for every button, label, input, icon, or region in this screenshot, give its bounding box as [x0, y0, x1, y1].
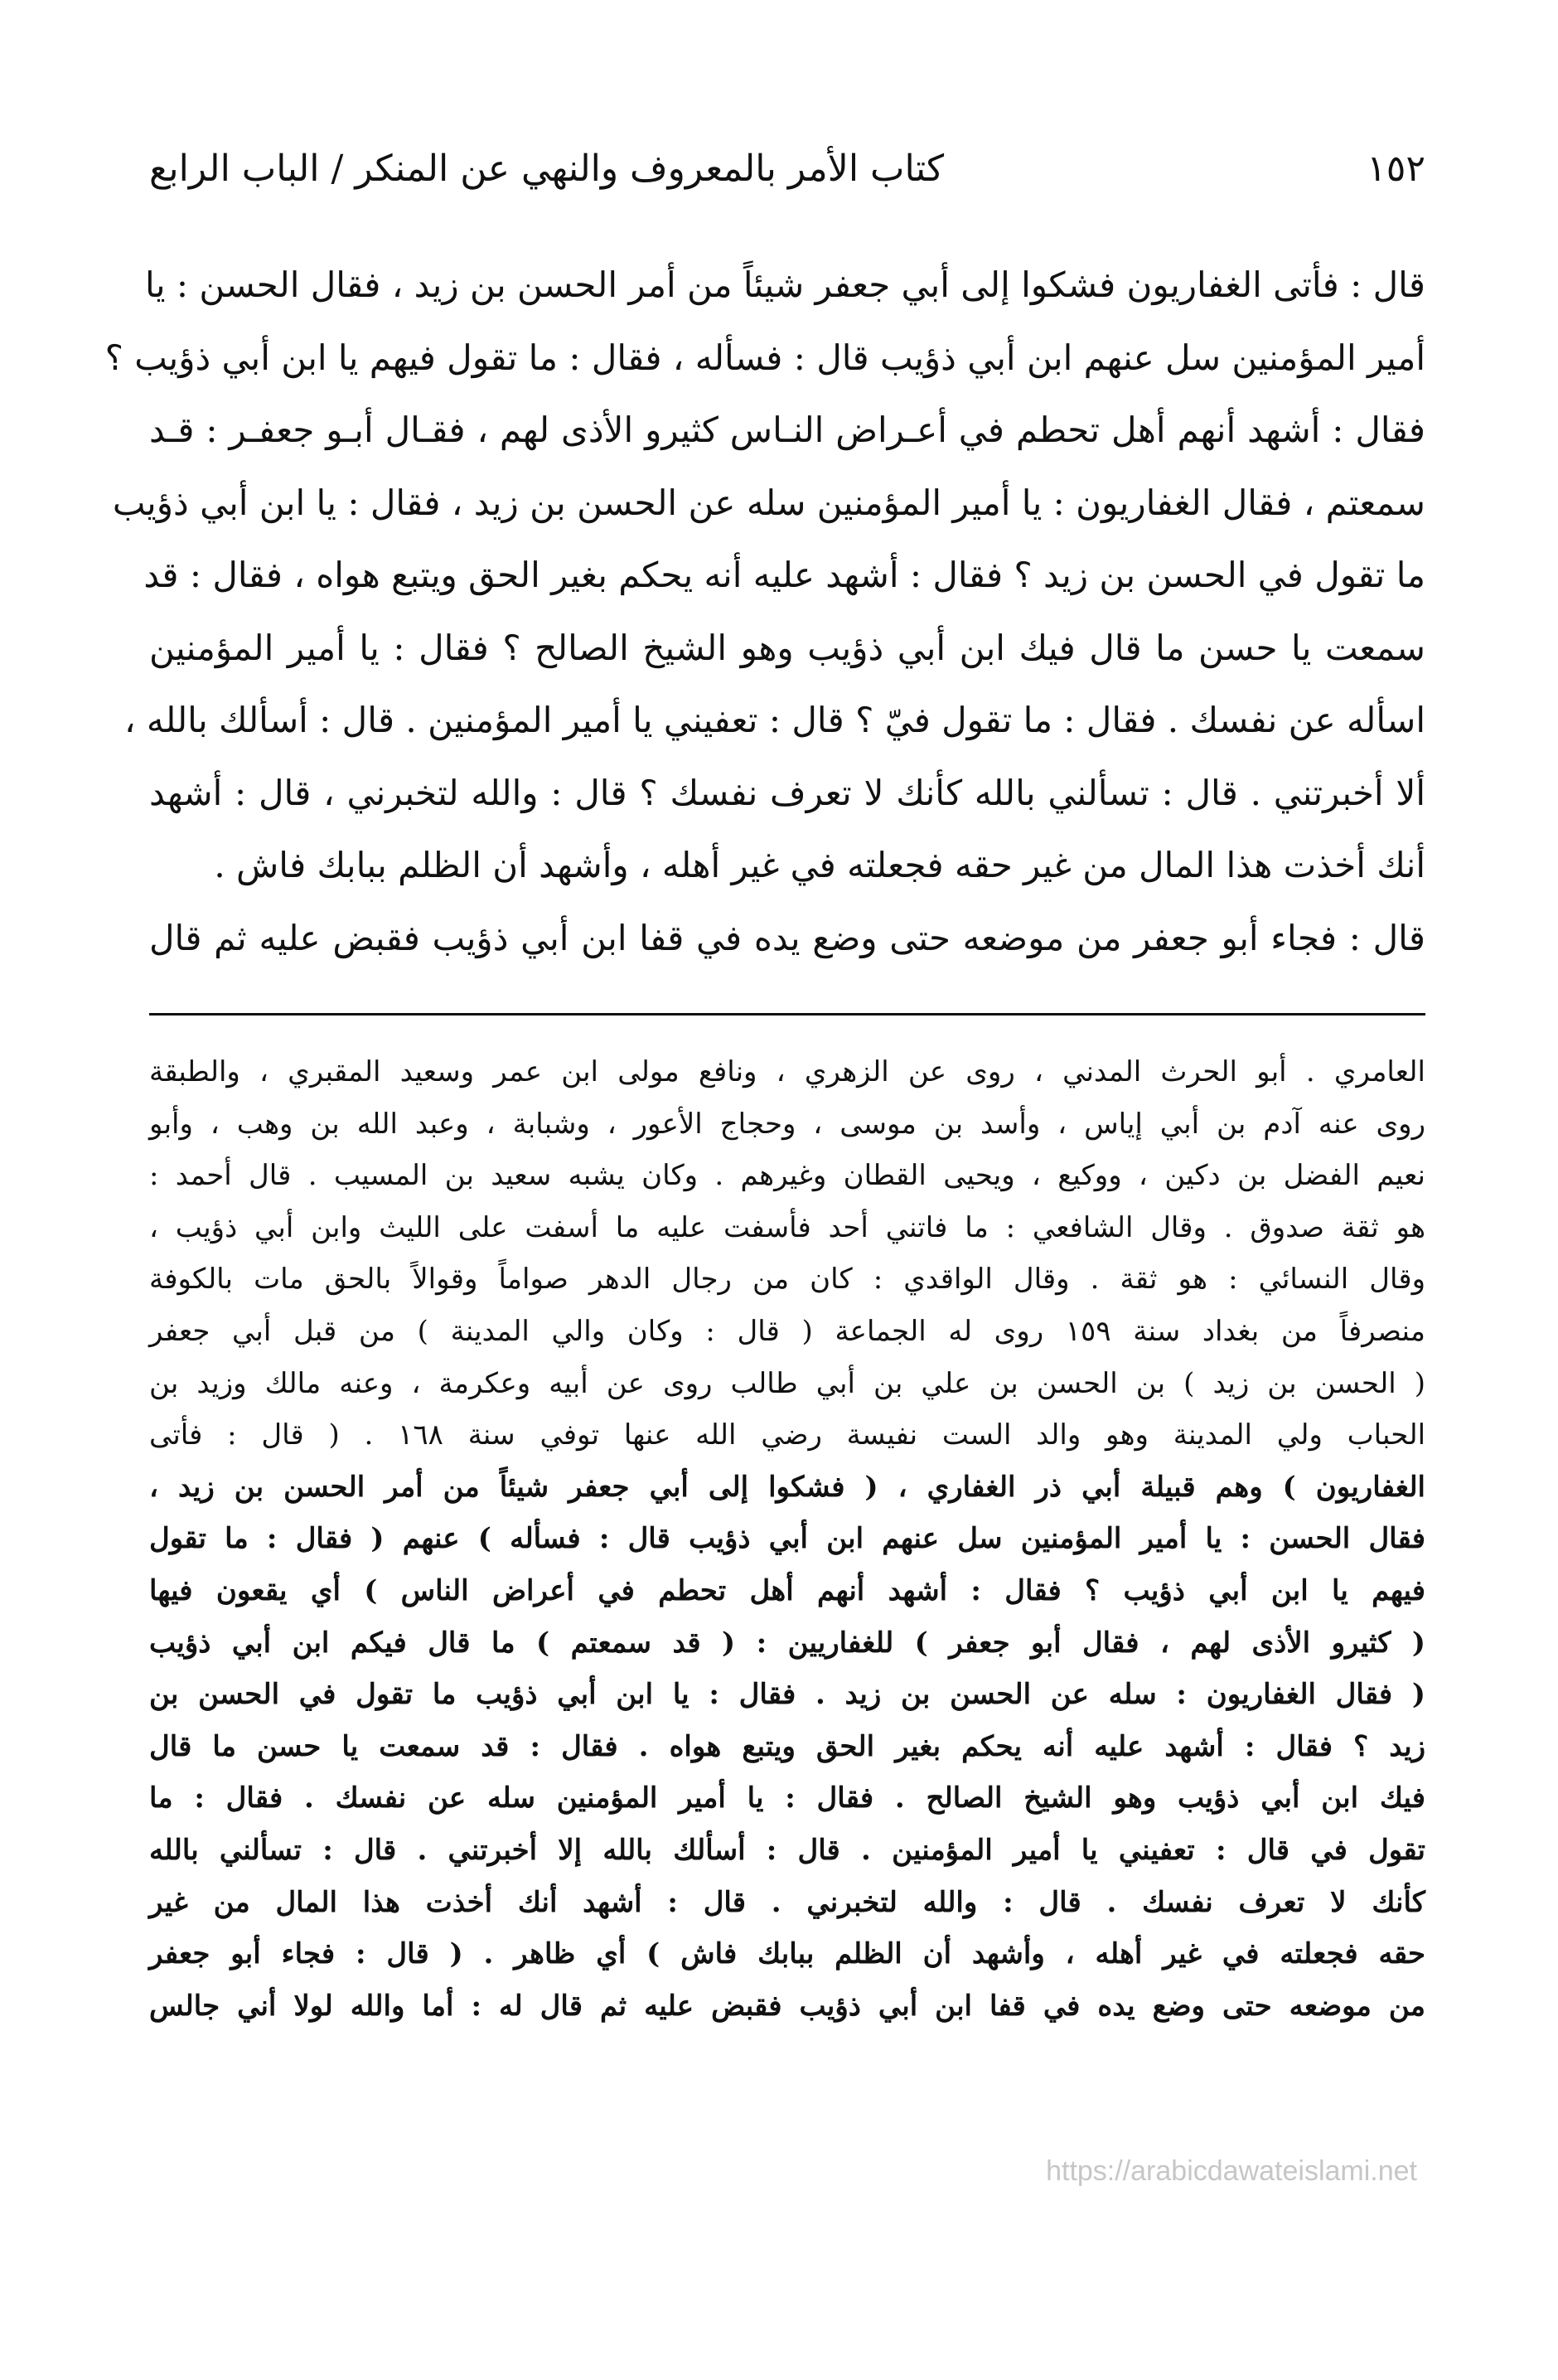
footnote-line: فيهم يا ابن أبي ذؤيب ؟ فقال : أشهد أنهم أهل تحطم في أعراض الناس ) أي يقعون فيها [149, 1573, 1425, 1607]
main-text-line: سمعتم ، فقال الغفاريون : يا أمير المؤمنين سله عن الحسن بن زيد ، فقال : يا ابن أبي ذؤيب [112, 482, 1425, 523]
footnote-line: العامري . أبو الحرث المدني ، روى عن الزهري ، ونافع مولى ابن عمر وسعيد المقبري ، والطبقة [149, 1055, 1425, 1088]
main-text-line: اسأله عن نفسك . فقال : ما تقول فيّ ؟ قال : تعفيني يا أمير المؤمنين . قال : أسألك بالله ، [124, 700, 1425, 740]
footnote-divider [149, 1013, 1425, 1015]
main-text-line: أمير المؤمنين سل عنهم ابن أبي ذؤيب قال : فسأله ، فقال : ما تقول فيهم يا ابن أبي ذؤيب ؟ [104, 337, 1425, 378]
website-watermark: https://arabicdawateislami.net [1046, 2155, 1417, 2187]
page-header [149, 139, 1425, 197]
footnote-line: هو ثقة صدوق . وقال الشافعي : ما فاتني أحد فأسفت عليه ما أسفت على الليث وابن أبي ذؤيب ، [149, 1210, 1425, 1244]
main-text-line: ألا أخبرتني . قال : تسألني بالله كأنك لا تعرف نفسك ؟ قال : والله لتخبرني ، قال : أشهد [149, 772, 1425, 813]
footnote-line: من موضعه حتى وضع يده في قفا ابن أبي ذؤيب فقبض عليه ثم قال له : أما والله لولا أني جالس [149, 1989, 1425, 2023]
footnote-line: منصرفاً من بغداد سنة ١٥٩ روى له الجماعة ( قال : وكان والي المدينة ) من قبل أبي جعفر [149, 1314, 1425, 1348]
footnote-line: روى عنه آدم بن أبي إياس ، وأسد بن موسى ، وحجاج الأعور ، وشبابة ، وعبد الله بن وهب ، وأبو [149, 1107, 1425, 1141]
running-title: كتاب الأمر بالمعروف والنهي عن المنكر / الباب الرابع [149, 147, 945, 190]
footnote-line: فقال الحسن : يا أمير المؤمنين سل عنهم ابن أبي ذؤيب قال : فسأله ) عنهم ( فقال : ما تقول [149, 1522, 1425, 1556]
footnote-line: ( كثيرو الأذى لهم ، فقال أبو جعفر ) للغفاريين : ( قد سمعتم ) ما قال فيكم ابن أبي ذؤيب [149, 1626, 1425, 1660]
main-text-line: فقال : أشهد أنهم أهل تحطم في أعـراض النـاس كثيرو الأذى لهم ، فقـال أبـو جعفـر : قـد [149, 410, 1425, 450]
page-number: ١٥٢ [1367, 147, 1425, 190]
footnote-line: الغفاريون ) وهم قبيلة أبي ذر الغفاري ، ( فشكوا إلى أبي جعفر شيئاً من أمر الحسن بن زيد ، [149, 1470, 1425, 1504]
footnote-line: الحباب ولي المدينة وهو والد الست نفيسة رضي الله عنها توفي سنة ١٦٨ . ( قال : فأتى [149, 1418, 1426, 1452]
main-text-block [104, 249, 1425, 974]
main-text-line: سمعت يا حسن ما قال فيك ابن أبي ذؤيب وهو الشيخ الصالح ؟ فقال : يا أمير المؤمنين [149, 627, 1425, 668]
footnote-line: ( الحسن بن زيد ) بن الحسن بن علي بن أبي طالب روى عن أبيه وعكرمة ، وعنه مالك وزيد بن [149, 1366, 1425, 1400]
footnote-line: حقه فجعلته في غير أهله ، وأشهد أن الظلم ببابك فاش ) أي ظاهر . ( قال : فجاء أبو جعفر [149, 1937, 1425, 1971]
main-text-line: أنك أخذت هذا المال من غير حقه فجعلته في غير أهله ، وأشهد أن الظلم ببابك فاش . [214, 845, 1425, 885]
footnote-line: كأنك لا تعرف نفسك . قال : والله لتخبرني . قال : أشهد أنك أخذت هذا المال من غير [149, 1885, 1425, 1919]
main-text-line: قال : فأتى الغفاريون فشكوا إلى أبي جعفر شيئاً من أمر الحسن بن زيد ، فقال الحسن : يا [145, 264, 1425, 305]
main-text-line: قال : فجاء أبو جعفر من موضعه حتى وضع يده في قفا ابن أبي ذؤيب فقبض عليه ثم قال [149, 917, 1425, 958]
footnote-block [149, 1046, 1425, 2032]
main-text-line: ما تقول في الحسن بن زيد ؟ فقال : أشهد عليه أنه يحكم بغير الحق ويتبع هواه ، فقال : قد [143, 555, 1425, 595]
footnote-line: ( فقال الغفاريون : سله عن الحسن بن زيد . فقال : يا ابن أبي ذؤيب ما تقول في الحسن بن [149, 1678, 1425, 1712]
footnote-line: فيك ابن أبي ذؤيب وهو الشيخ الصالح . فقال : يا أمير المؤمنين سله عن نفسك . فقال : ما [149, 1781, 1425, 1815]
footnote-line: نعيم الفضل بن دكين ، ووكيع ، ويحيى القطان وغيرهم . وكان يشبه سعيد بن المسيب . قال أحمد : [149, 1159, 1425, 1193]
footnote-line: زيد ؟ فقال : أشهد عليه أنه يحكم بغير الحق ويتبع هواه . فقال : قد سمعت يا حسن ما قال [149, 1729, 1425, 1763]
footnote-line: وقال النسائي : هو ثقة . وقال الواقدي : كان من رجال الدهر صواماً وقوالاً بالحق مات بالكوفة [149, 1263, 1425, 1297]
footnote-line: تقول في قال : تعفيني يا أمير المؤمنين . قال : أسألك بالله إلا أخبرتني . قال : تسألني بالله [149, 1833, 1425, 1867]
